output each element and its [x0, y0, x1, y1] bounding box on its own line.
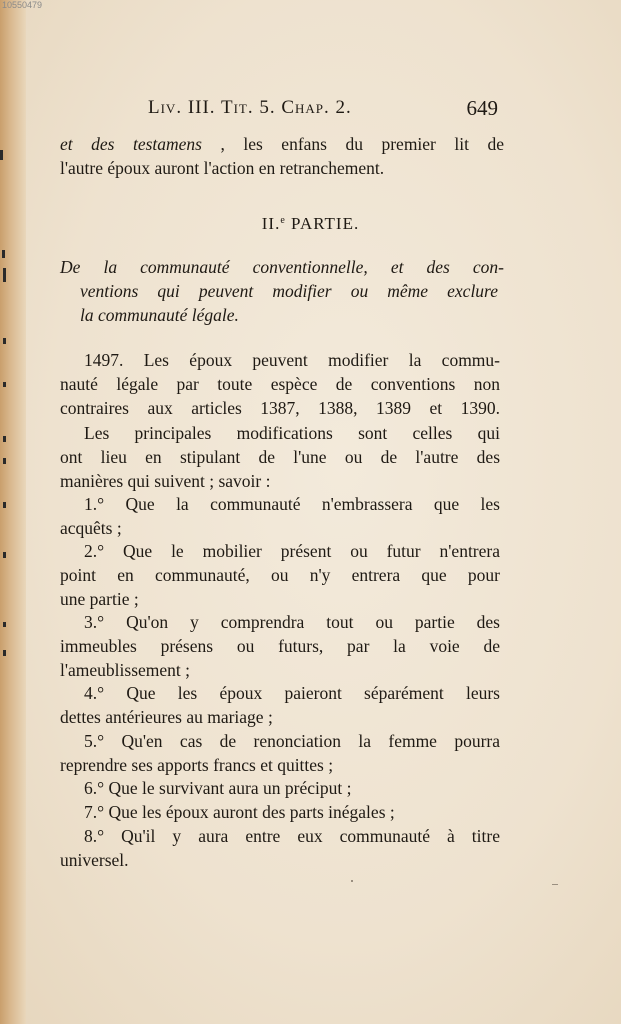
- article-line: nauté légale par toute espèce de conventions non: [60, 374, 500, 394]
- list-item: 7.° Que les époux auront des parts inégales ;: [84, 802, 395, 822]
- list-item: 3.° Qu'on y comprendra tout ou partie des: [84, 612, 500, 632]
- paper-speck: [552, 884, 558, 885]
- list-item-continuation: acquêts ;: [60, 518, 122, 538]
- article-line: ont lieu en stipulant de l'une ou de l'autre des: [60, 447, 500, 467]
- heading-prefix: II.: [261, 214, 281, 233]
- article-line: 1497. Les époux peuvent modifier la commu-: [84, 350, 500, 370]
- running-header: [148, 97, 498, 127]
- catalog-stamp: 10550479: [2, 0, 43, 10]
- text-line: l'autre époux auront l'action en retranchement.: [60, 158, 385, 178]
- list-item-continuation: une partie ;: [60, 589, 139, 609]
- list-item-continuation: l'ameublissement ;: [60, 660, 191, 680]
- list-item-continuation: point en communauté, ou n'y entrera que pour: [60, 565, 500, 585]
- chapter-title-line: la communauté légale.: [80, 305, 239, 325]
- heading-suffix: PARTIE.: [285, 214, 360, 233]
- article-line: contraires aux articles 1387, 1388, 1389 et 1390.: [60, 398, 500, 418]
- page-spine-edge: [0, 0, 26, 1024]
- list-item: 5.° Qu'en cas de renonciation la femme pourra: [84, 731, 500, 751]
- article-line: manières qui suivent ; savoir :: [60, 471, 271, 491]
- list-item-continuation: reprendre ses apports francs et quittes ;: [60, 755, 334, 775]
- chapter-title-line: De la communauté conventionnelle, et des con-: [60, 257, 504, 277]
- list-item-continuation: universel.: [60, 850, 129, 870]
- list-item-continuation: immeubles présens ou futurs, par la voie de: [60, 636, 500, 656]
- line-continuation: , les enfans du premier lit de: [201, 134, 504, 154]
- heading-superscript: e: [280, 215, 286, 226]
- list-item: 1.° Que la communauté n'embrassera que les: [84, 494, 500, 514]
- list-item: 8.° Qu'il y aura entre eux communauté à titre: [84, 826, 500, 846]
- running-head: Liv. III. Tit. 5. Chap. 2.: [148, 97, 352, 118]
- list-item-continuation: dettes antérieures au mariage ;: [60, 707, 273, 727]
- text-line: [60, 134, 504, 155]
- list-item: 4.° Que les époux paieront séparément leurs: [84, 683, 500, 703]
- italic-phrase: et des testamens: [60, 134, 202, 154]
- list-item: 2.° Que le mobilier présent ou futur n'entrera: [84, 541, 500, 561]
- list-item: 6.° Que le survivant aura un préciput ;: [84, 778, 352, 798]
- paper-speck: [351, 880, 353, 882]
- page-number: 649: [466, 96, 498, 120]
- section-heading: [0, 214, 621, 234]
- article-line: Les principales modifications sont celles qui: [84, 423, 500, 443]
- chapter-title-line: ventions qui peuvent modifier ou même exclure: [80, 281, 498, 301]
